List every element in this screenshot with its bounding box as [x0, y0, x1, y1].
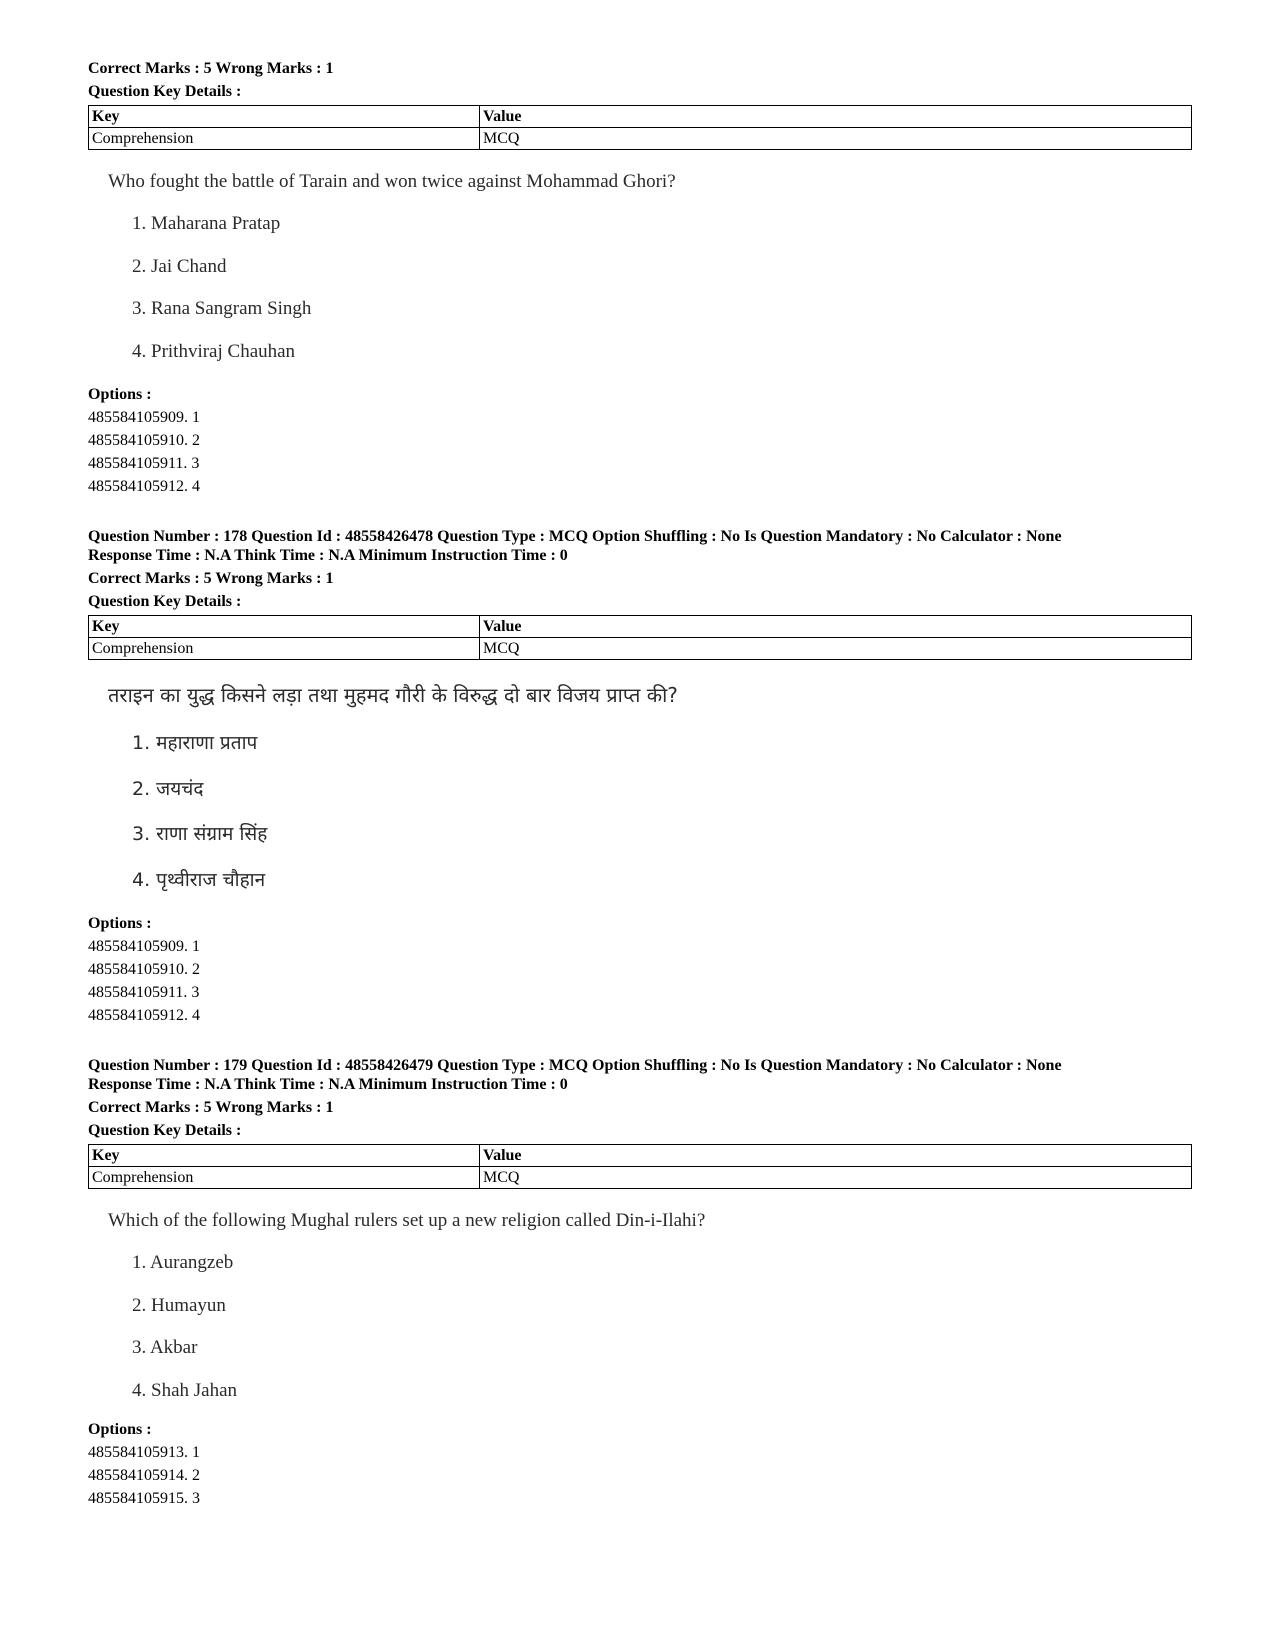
choice-item: 3. Akbar	[132, 1337, 198, 1358]
key-details-label: Question Key Details :	[88, 83, 242, 100]
table-header-key: Key	[89, 616, 480, 638]
table-cell-key: Comprehension	[89, 638, 480, 660]
choice-item: 4. Prithviraj Chauhan	[132, 341, 296, 362]
question-text: Who fought the battle of Tarain and won twice against Mohammad Ghori?	[108, 171, 676, 192]
choice-item: 3. राणा संग्राम सिंह	[132, 823, 268, 845]
option-id: 485584105909. 1	[88, 938, 200, 955]
question-meta-line: Question Number : 179 Question Id : 48558426479 Question Type : MCQ Option Shuffling : No Is Question Mandatory : No Calculator : None	[88, 1057, 1062, 1074]
table-cell-key: Comprehension	[89, 128, 480, 150]
marks-line: Correct Marks : 5 Wrong Marks : 1	[88, 1099, 334, 1116]
option-id: 485584105912. 4	[88, 1007, 200, 1024]
question-text: तराइन का युद्ध किसने लड़ा तथा मुहमद गौरी के विरुद्ध दो बार विजय प्राप्त की?	[108, 683, 678, 707]
key-details-label: Question Key Details :	[88, 1122, 242, 1139]
choice-item: 1. Maharana Pratap	[132, 213, 281, 234]
table-cell-value: MCQ	[480, 128, 1192, 150]
marks-line: Correct Marks : 5 Wrong Marks : 1	[88, 570, 334, 587]
option-id: 485584105914. 2	[88, 1467, 200, 1484]
option-id: 485584105911. 3	[88, 455, 200, 472]
option-id: 485584105915. 3	[88, 1490, 200, 1507]
option-id: 485584105910. 2	[88, 432, 200, 449]
table-header-key: Key	[89, 106, 480, 128]
option-id: 485584105910. 2	[88, 961, 200, 978]
table-cell-value: MCQ	[480, 1167, 1192, 1189]
choice-item: 4. पृथ्वीराज चौहान	[132, 869, 266, 891]
table-header-key: Key	[89, 1145, 480, 1167]
table-header-value: Value	[480, 106, 1192, 128]
question-meta-line: Response Time : N.A Think Time : N.A Minimum Instruction Time : 0	[88, 1076, 568, 1093]
options-label: Options :	[88, 386, 152, 403]
table-header-value: Value	[480, 616, 1192, 638]
key-details-table	[88, 105, 1192, 150]
choice-item: 1. महाराणा प्रताप	[132, 732, 258, 754]
table-cell-key: Comprehension	[89, 1167, 480, 1189]
options-label: Options :	[88, 1421, 152, 1438]
choice-item: 2. जयचंद	[132, 778, 204, 800]
choice-item: 2. Humayun	[132, 1295, 226, 1316]
question-text: Which of the following Mughal rulers set up a new religion called Din-i-Ilahi?	[108, 1210, 706, 1231]
choice-item: 1. Aurangzeb	[132, 1252, 234, 1273]
key-details-table	[88, 1144, 1192, 1189]
options-label: Options :	[88, 915, 152, 932]
choice-item: 4. Shah Jahan	[132, 1380, 238, 1401]
key-details-table	[88, 615, 1192, 660]
table-header-value: Value	[480, 1145, 1192, 1167]
table-cell-value: MCQ	[480, 638, 1192, 660]
question-meta-line: Question Number : 178 Question Id : 48558426478 Question Type : MCQ Option Shuffling : No Is Question Mandatory : No Calculator : None	[88, 528, 1062, 545]
choice-item: 2. Jai Chand	[132, 256, 227, 277]
option-id: 485584105909. 1	[88, 409, 200, 426]
option-id: 485584105912. 4	[88, 478, 200, 495]
option-id: 485584105913. 1	[88, 1444, 200, 1461]
question-meta-line: Response Time : N.A Think Time : N.A Minimum Instruction Time : 0	[88, 547, 568, 564]
option-id: 485584105911. 3	[88, 984, 200, 1001]
choice-item: 3. Rana Sangram Singh	[132, 298, 312, 319]
key-details-label: Question Key Details :	[88, 593, 242, 610]
marks-line: Correct Marks : 5 Wrong Marks : 1	[88, 60, 334, 77]
